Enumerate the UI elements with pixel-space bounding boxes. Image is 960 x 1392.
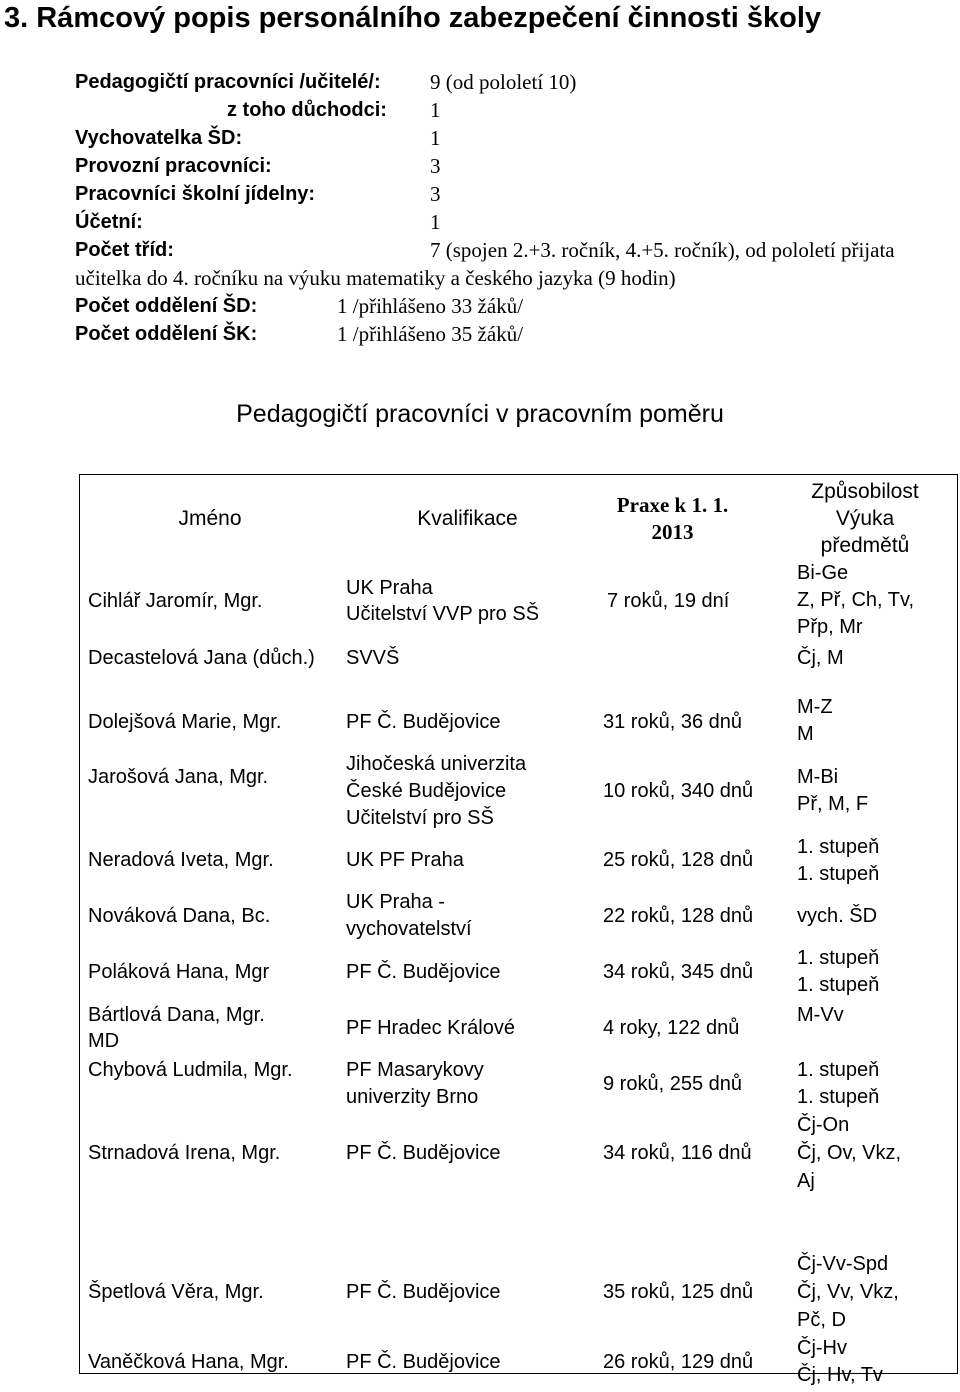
info-label: z toho důchodci: <box>227 99 387 121</box>
cell-praxe: 9 roků, 255 dnů <box>603 1073 742 1095</box>
info-label: Účetní: <box>75 211 143 233</box>
info-value: 7 (spojen 2.+3. ročník, 4.+5. ročník), od pololetí přijata <box>430 238 895 262</box>
header-name: Jméno <box>178 507 242 530</box>
cell-qualification: PF Masarykovy <box>346 1059 484 1081</box>
cell-competence: 1. stupeň <box>797 1059 880 1081</box>
cell-name: Bártlová Dana, Mgr. <box>88 1004 265 1026</box>
cell-qualification: PF Č. Budějovice <box>346 1142 501 1164</box>
cell-competence: 1. stupeň <box>797 974 880 996</box>
cell-qualification: UK Praha - <box>346 891 445 913</box>
cell-competence: Čj-On <box>797 1114 850 1136</box>
cell-qualification: Učitelství pro SŠ <box>346 807 494 829</box>
cell-name: Decastelová Jana (důch.) <box>88 647 315 669</box>
cell-name: Jarošová Jana, Mgr. <box>88 766 269 788</box>
cell-praxe: 35 roků, 125 dnů <box>603 1281 754 1303</box>
cell-name: Nováková Dana, Bc. <box>88 905 271 927</box>
cell-name: Dolejšová Marie, Mgr. <box>88 711 282 733</box>
cell-praxe: 10 roků, 340 dnů <box>603 780 754 802</box>
cell-qualification: PF Hradec Králové <box>346 1017 515 1039</box>
info-label: Počet tříd: <box>75 239 174 261</box>
cell-competence: Čj, M <box>797 647 844 669</box>
info-value: 3 <box>430 154 441 178</box>
cell-competence: Př, M, F <box>797 793 869 815</box>
cell-competence: Přp, Mr <box>797 616 863 638</box>
info-value: 9 (od pololetí 10) <box>430 70 577 94</box>
cell-qualification: UK Praha <box>346 577 433 599</box>
info-value: 1 <box>430 210 441 234</box>
cell-qualification: UK PF Praha <box>346 849 464 871</box>
cell-competence: M-Vv <box>797 1004 844 1026</box>
page-title: 3. Rámcový popis personálního zabezpečení činnosti školy <box>4 2 822 34</box>
cell-qualification: PF Č. Budějovice <box>346 1281 501 1303</box>
cell-praxe: 25 roků, 128 dnů <box>603 849 754 871</box>
cell-competence: Čj-Hv <box>797 1337 847 1359</box>
cell-qualification: PF Č. Budějovice <box>346 1351 501 1373</box>
header-qualification: Kvalifikace <box>417 507 518 530</box>
info-label: Počet oddělení ŠD: <box>75 295 258 317</box>
cell-praxe: 4 roky, 122 dnů <box>603 1017 740 1039</box>
cell-qualification: univerzity Brno <box>346 1086 479 1108</box>
cell-competence: 1. stupeň <box>797 947 880 969</box>
info-label: Pedagogičtí pracovníci /učitelé/: <box>75 71 381 93</box>
cell-praxe: 22 roků, 128 dnů <box>603 905 754 927</box>
cell-competence: 1. stupeň <box>797 1086 880 1108</box>
cell-qualification: Jihočeská univerzita <box>346 753 527 775</box>
cell-competence: M-Bi <box>797 766 839 788</box>
cell-competence: Z, Př, Ch, Tv, <box>797 589 915 611</box>
cell-qualification: České Budějovice <box>346 780 507 802</box>
cell-name: Špetlová Věra, Mgr. <box>88 1281 264 1303</box>
cell-competence: Pč, D <box>797 1309 846 1331</box>
header-competence: předmětů <box>820 534 910 557</box>
cell-name: MD <box>88 1030 120 1052</box>
info-value: 1 <box>430 98 441 122</box>
info-label: Vychovatelka ŠD: <box>75 127 243 149</box>
header-praxe: Praxe k 1. 1. <box>616 493 729 517</box>
cell-praxe: 7 roků, 19 dní <box>607 590 730 612</box>
info-value: 1 /přihlášeno 35 žáků/ <box>337 322 524 346</box>
info-label: Pracovníci školní jídelny: <box>75 183 316 205</box>
info-label: Počet oddělení ŠK: <box>75 323 258 345</box>
cell-qualification: Učitelství VVP pro SŠ <box>346 603 540 625</box>
cell-praxe: 31 roků, 36 dnů <box>603 711 742 733</box>
cell-praxe: 34 roků, 345 dnů <box>603 961 754 983</box>
header-praxe: 2013 <box>651 520 694 544</box>
cell-competence: Bi-Ge <box>797 562 849 584</box>
cell-competence: Čj, Vv, Vkz, <box>797 1281 899 1303</box>
cell-name: Cihlář Jaromír, Mgr. <box>88 590 263 612</box>
cell-qualification: SVVŠ <box>346 647 400 669</box>
cell-name: Strnadová Irena, Mgr. <box>88 1142 281 1164</box>
cell-competence: M <box>797 723 814 745</box>
cell-competence: 1. stupeň <box>797 836 880 858</box>
section-subtitle: Pedagogičtí pracovníci v pracovním poměru <box>236 400 724 428</box>
cell-name: Chybová Ludmila, Mgr. <box>88 1059 293 1081</box>
info-value: 1 <box>430 126 441 150</box>
cell-competence: M-Z <box>797 696 833 718</box>
info-label: Provozní pracovníci: <box>75 155 272 177</box>
header-competence: Výuka <box>835 507 895 530</box>
cell-competence: Čj, Hv, Tv <box>797 1364 883 1386</box>
info-value: 1 /přihlášeno 33 žáků/ <box>337 294 524 318</box>
cell-praxe: 26 roků, 129 dnů <box>603 1351 754 1373</box>
info-value: učitelka do 4. ročníku na výuku matematiky a českého jazyka (9 hodin) <box>75 266 676 290</box>
cell-qualification: PF Č. Budějovice <box>346 711 501 733</box>
cell-competence: Čj, Ov, Vkz, <box>797 1142 902 1164</box>
cell-name: Poláková Hana, Mgr <box>88 961 270 983</box>
cell-competence: Čj-Vv-Spd <box>797 1253 889 1275</box>
cell-name: Vaněčková Hana, Mgr. <box>88 1351 289 1373</box>
cell-praxe: 34 roků, 116 dnů <box>603 1142 752 1164</box>
header-competence: Způsobilost <box>811 480 919 503</box>
cell-competence: 1. stupeň <box>797 863 880 885</box>
cell-qualification: vychovatelství <box>346 918 472 940</box>
cell-qualification: PF Č. Budějovice <box>346 961 501 983</box>
cell-name: Neradová Iveta, Mgr. <box>88 849 274 871</box>
cell-competence: Aj <box>797 1170 815 1192</box>
info-value: 3 <box>430 182 441 206</box>
cell-competence: vych. ŠD <box>797 905 878 927</box>
